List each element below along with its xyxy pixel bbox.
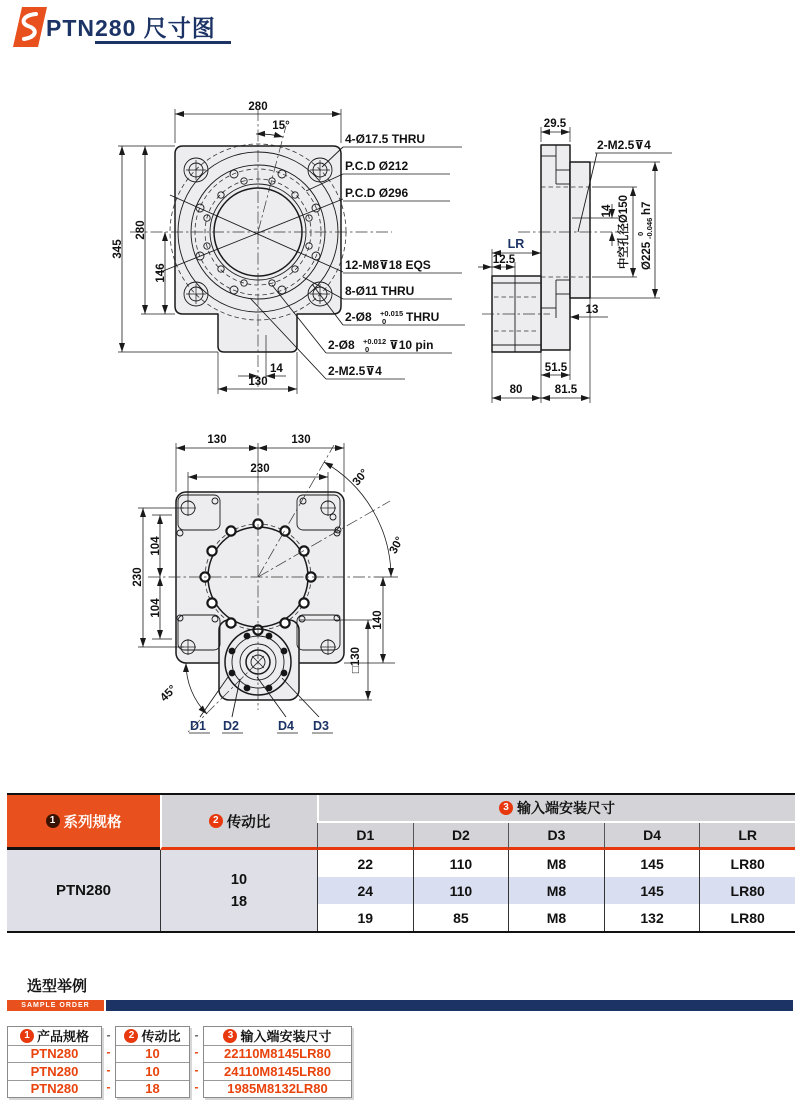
front-view-drawing bbox=[100, 85, 480, 407]
dim-plate-bottom: 51.5 bbox=[544, 362, 568, 374]
ann-o8-pin-sub: 0 bbox=[365, 345, 370, 354]
ann-pcd212: P.C.D Ø212 bbox=[345, 159, 409, 173]
table-cell: 132 bbox=[604, 904, 700, 931]
order-value: 22110M8145LR80 bbox=[204, 1045, 351, 1063]
badge-2: 2 bbox=[124, 1029, 138, 1043]
ann-o8-thru: 2-Ø8 bbox=[345, 310, 372, 324]
dim-bore-label: 中空孔径Ø150 bbox=[618, 194, 630, 270]
dim-angle-a: 30° bbox=[350, 467, 371, 489]
ann-o8-pin: 2-Ø8 bbox=[328, 338, 355, 352]
order-header-ratio bbox=[116, 1027, 189, 1045]
ann-o8-pin-post: ⊽10 pin bbox=[389, 338, 434, 352]
dim-right-width: 81.5 bbox=[554, 384, 578, 396]
dim-angle-15: 15° bbox=[272, 120, 290, 132]
flange-fit: h7 bbox=[641, 201, 653, 215]
ann-o11-thru: 8-Ø11 THRU bbox=[345, 284, 415, 298]
dim-flange-dia bbox=[636, 202, 654, 270]
ann-m8-eqs: 12-M8⊽18 EQS bbox=[345, 258, 431, 272]
label-d4: D4 bbox=[278, 719, 294, 733]
order-header-mount bbox=[204, 1027, 351, 1045]
ratio-18: 18 bbox=[230, 893, 248, 910]
table-cell: M8 bbox=[508, 904, 604, 931]
table-cell: LR80 bbox=[699, 904, 795, 931]
order-value: 10 bbox=[116, 1045, 189, 1063]
dim-side-span: 230 bbox=[132, 567, 144, 587]
ratio-10: 10 bbox=[230, 871, 248, 888]
dim-center-bottom: 146 bbox=[155, 263, 167, 283]
dim-block-inner: 12.5 bbox=[492, 254, 516, 266]
header-input-mount bbox=[317, 795, 795, 823]
table-cell: 110 bbox=[413, 877, 509, 904]
sample-order-title: 选型举例 bbox=[27, 978, 88, 995]
table-cell: 110 bbox=[413, 850, 509, 877]
table-cell: LR80 bbox=[699, 877, 795, 904]
dim-tab-width: 130 bbox=[248, 376, 268, 388]
badge-2: 2 bbox=[209, 814, 223, 828]
order-value: PTN280 bbox=[8, 1062, 101, 1080]
dash: - bbox=[106, 1045, 111, 1060]
table-cell: M8 bbox=[508, 877, 604, 904]
dim-flange-square: □130 bbox=[350, 646, 362, 674]
table-cell: 85 bbox=[413, 904, 509, 931]
sample-order-table bbox=[7, 1026, 352, 1098]
page-title: PTN280 尺寸图 bbox=[46, 15, 216, 41]
dim-hole-span: 230 bbox=[250, 463, 270, 475]
dash: - bbox=[194, 1080, 199, 1095]
brand-logo bbox=[12, 6, 48, 48]
order-value: PTN280 bbox=[8, 1080, 101, 1098]
ann-o8-thru-post: THRU bbox=[406, 310, 440, 324]
table-cell: 145 bbox=[604, 850, 700, 877]
dash: - bbox=[194, 1045, 199, 1060]
badge-1: 1 bbox=[20, 1029, 34, 1043]
ann-pcd296: P.C.D Ø296 bbox=[345, 186, 409, 200]
header-series bbox=[7, 795, 160, 850]
sample-order-tag: SAMPLE ORDER bbox=[7, 1000, 104, 1011]
order-box-series bbox=[7, 1026, 102, 1098]
dim-offset-14: 14 bbox=[601, 204, 613, 218]
order-header-series-label: 产品规格 bbox=[36, 1029, 89, 1045]
dim-inner-height: 280 bbox=[135, 220, 147, 240]
bottom-view-drawing bbox=[110, 425, 460, 755]
badge-3: 3 bbox=[499, 801, 513, 815]
order-value: 10 bbox=[116, 1062, 189, 1080]
dim-lower-104: 104 bbox=[150, 598, 162, 618]
dim-total-height: 345 bbox=[112, 239, 124, 259]
order-box-ratio bbox=[115, 1026, 190, 1098]
subheader-d2: D2 bbox=[413, 823, 509, 850]
order-box-mount bbox=[203, 1026, 352, 1098]
dim-angle-b: 30° bbox=[387, 534, 407, 556]
ann-o8-thru-sup: +0.015 bbox=[380, 309, 404, 318]
label-d3: D3 bbox=[313, 719, 329, 733]
badge-3: 3 bbox=[223, 1029, 237, 1043]
table-cell: LR80 bbox=[699, 850, 795, 877]
spec-table bbox=[7, 793, 795, 933]
dash: - bbox=[106, 1027, 111, 1042]
ann-o8-pin-sup: +0.012 bbox=[363, 337, 387, 346]
header-ratio-label: 传动比 bbox=[226, 814, 271, 831]
label-d1: D1 bbox=[190, 719, 206, 733]
subheader-d1: D1 bbox=[317, 823, 413, 850]
table-cell: 22 bbox=[317, 850, 413, 877]
dash: - bbox=[106, 1080, 111, 1095]
order-header-series bbox=[8, 1027, 101, 1045]
order-value: 1985M8132LR80 bbox=[204, 1080, 351, 1098]
dim-plate-width: 29.5 bbox=[543, 118, 567, 130]
subheader-d4: D4 bbox=[604, 823, 700, 850]
header-series-label: 系列规格 bbox=[63, 814, 122, 831]
table-cell: 145 bbox=[604, 877, 700, 904]
title-underline bbox=[95, 41, 231, 44]
dim-lr: LR bbox=[507, 237, 525, 251]
dim-pin-offset: 14 bbox=[270, 363, 283, 375]
order-value: PTN280 bbox=[8, 1045, 101, 1063]
table-cell: 24 bbox=[317, 877, 413, 904]
badge-1: 1 bbox=[46, 814, 60, 828]
ann-side-m25: 2-M2.5⊽4 bbox=[597, 138, 651, 152]
dim-block-width: 80 bbox=[509, 384, 523, 396]
header-ratio bbox=[160, 795, 317, 850]
cell-series: PTN280 bbox=[7, 850, 160, 931]
table-cell: 19 bbox=[317, 904, 413, 931]
dim-upper-104: 104 bbox=[150, 536, 162, 556]
dim-angle-c: 45° bbox=[158, 683, 180, 705]
dim-left-half: 130 bbox=[207, 434, 227, 446]
cell-ratios bbox=[160, 850, 317, 931]
order-header-mount-label: 输入端安装尺寸 bbox=[240, 1029, 332, 1045]
subheader-d3: D3 bbox=[508, 823, 604, 850]
table-cell: M8 bbox=[508, 850, 604, 877]
sample-order-bar bbox=[106, 1000, 793, 1011]
label-d2: D2 bbox=[223, 719, 239, 733]
order-dashes bbox=[190, 1026, 203, 1098]
order-header-ratio-label: 传动比 bbox=[141, 1029, 181, 1045]
flange-tol-bot: -0.046 bbox=[645, 217, 654, 239]
dash: - bbox=[194, 1062, 199, 1077]
order-dashes bbox=[102, 1026, 115, 1098]
subheader-lr: LR bbox=[699, 823, 795, 850]
dash: - bbox=[194, 1027, 199, 1042]
dim-step-13: 13 bbox=[585, 304, 599, 316]
ann-o8-thru-sub: 0 bbox=[382, 317, 387, 326]
dim-top-width: 280 bbox=[248, 101, 268, 113]
order-value: 24110M8145LR80 bbox=[204, 1062, 351, 1080]
side-view-drawing bbox=[460, 85, 800, 410]
dash: - bbox=[106, 1062, 111, 1077]
flange-dia-pre: Ø225 bbox=[641, 241, 653, 270]
ann-m25: 2-M2.5⊽4 bbox=[328, 364, 382, 378]
ann-corner-holes: 4-Ø17.5 THRU bbox=[345, 132, 426, 146]
header-input-mount-label: 输入端安装尺寸 bbox=[516, 800, 615, 816]
flange-tol-top: 0 bbox=[636, 231, 645, 236]
order-value: 18 bbox=[116, 1080, 189, 1098]
dim-height-140: 140 bbox=[372, 610, 384, 630]
side-body bbox=[482, 145, 618, 352]
dim-right-half: 130 bbox=[291, 434, 311, 446]
